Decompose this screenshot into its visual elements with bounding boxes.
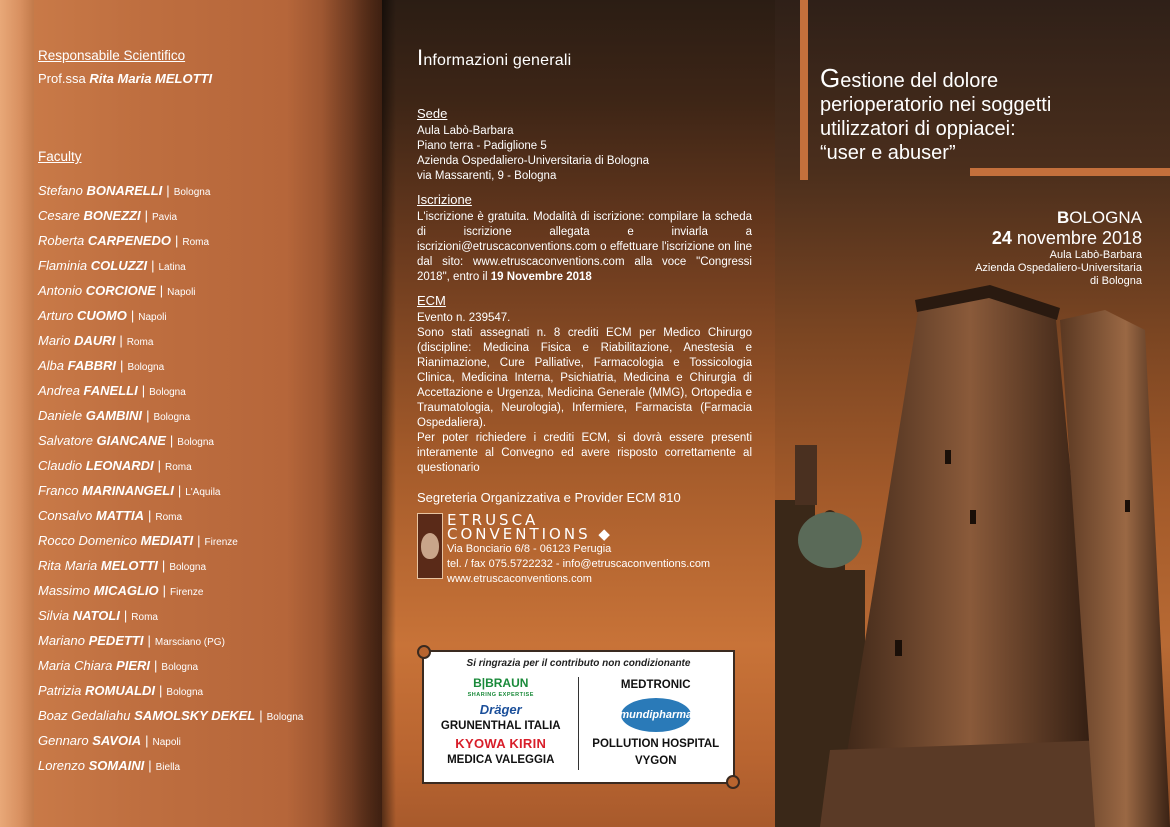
faculty-last: SAVOIA: [92, 733, 142, 748]
faculty-city: Roma: [182, 237, 210, 248]
sede-line: via Massarenti, 9 - Bologna: [417, 170, 557, 182]
faculty-last: MARINANGELI: [82, 483, 174, 498]
ecm-heading: ECM: [417, 293, 446, 308]
faculty-city: Roma: [155, 512, 183, 523]
faculty-last: BONEZZI: [83, 208, 141, 223]
faculty-first: Maria Chiara: [38, 658, 113, 673]
faculty-item: Stefano BONARELLI | Bologna: [38, 183, 211, 198]
event-info: [975, 208, 1142, 288]
info-title: [417, 45, 752, 71]
left-panel: [0, 0, 382, 827]
faculty-last: CUOMO: [77, 308, 127, 323]
faculty-first: Rita Maria: [38, 558, 98, 573]
sponsor-thanks: Si ringrazia per il contributo non condizionante: [466, 658, 691, 669]
faculty-last: ROMUALDI: [84, 683, 156, 698]
faculty-city: Napoli: [152, 737, 181, 748]
accent-horizontal-bar: [970, 168, 1170, 176]
faculty-city: Latina: [158, 262, 186, 273]
faculty-first: Flaminia: [38, 258, 88, 273]
faculty-item: Patrizia ROMUALDI | Bologna: [38, 683, 204, 698]
title-line-text: estione del dolore: [840, 70, 999, 92]
faculty-city: Bologna: [149, 387, 186, 398]
etrusca-block: [417, 513, 752, 586]
info-title-initial: I: [417, 45, 424, 70]
city-initial: B: [1056, 208, 1070, 227]
faculty-last: FABBRI: [67, 358, 117, 373]
faculty-first: Franco: [38, 483, 79, 498]
faculty-item: Daniele GAMBINI | Bologna: [38, 408, 191, 423]
faculty-city: Firenze: [170, 587, 204, 598]
faculty-first: Cesare: [38, 208, 80, 223]
faculty-last: MICAGLIO: [93, 583, 159, 598]
title-line-2: perioperatorio nei soggetti: [820, 94, 1052, 116]
sponsor-box: [422, 650, 735, 784]
faculty-first: Andrea: [38, 383, 80, 398]
towers-illustration: [775, 270, 1170, 827]
faculty-list: [38, 178, 368, 778]
sponsor-col-right: [579, 677, 734, 770]
faculty-city: Napoli: [167, 287, 196, 298]
etrusca-logo-icon: [417, 513, 443, 579]
faculty-city: Bologna: [173, 187, 211, 198]
segreteria-heading: Segreteria Organizzativa e Provider ECM 810: [417, 490, 681, 505]
ecm-event: Evento n. 239547.: [417, 312, 511, 324]
faculty-last: PIERI: [116, 658, 151, 673]
faculty-item: Massimo MICAGLIO | Firenze: [38, 583, 204, 598]
faculty-item: Salvatore GIANCANE | Bologna: [38, 433, 214, 448]
sede-line: Aula Labò-Barbara: [417, 125, 514, 137]
venue-line: Aula Labò-Barbara: [1049, 249, 1142, 261]
faculty-city: Firenze: [204, 537, 238, 548]
faculty-first: Mario: [38, 333, 71, 348]
faculty-last: CORCIONE: [85, 283, 156, 298]
faculty-item: Mariano PEDETTI | Marsciano (PG): [38, 633, 225, 648]
faculty-first: Mariano: [38, 633, 85, 648]
middle-fold-shadow: [382, 0, 396, 827]
faculty-first: Salvatore: [38, 433, 93, 448]
faculty-item: Mario DAURI | Roma: [38, 333, 154, 348]
faculty-item: Rita Maria MELOTTI | Bologna: [38, 558, 207, 573]
date-day: 24: [991, 228, 1012, 248]
bell-tower: [795, 445, 817, 505]
faculty-first: Rocco Domenico: [38, 533, 137, 548]
faculty-first: Arturo: [38, 308, 74, 323]
faculty-city: Bologna: [177, 437, 214, 448]
sponsor-pollution: POLLUTION HOSPITAL: [592, 738, 720, 750]
faculty-last: MEDIATI: [140, 533, 194, 548]
sede-line: Piano terra - Padiglione 5: [417, 140, 547, 152]
left-edge-strip: [0, 0, 34, 827]
faculty-item: Cesare BONEZZI | Pavia: [38, 208, 178, 223]
faculty-city: Bologna: [161, 662, 199, 673]
sponsor-vygon: VYGON: [634, 755, 677, 767]
mundipharma-logo: mundipharma: [621, 698, 691, 732]
faculty-first: Lorenzo: [38, 758, 85, 773]
etrusca-web: www.etruscaconventions.com: [447, 573, 592, 585]
responsabile-prefix: Prof.ssa: [38, 71, 86, 86]
faculty-last: PEDETTI: [88, 633, 144, 648]
middle-content: [417, 45, 752, 586]
iscrizione-heading: Iscrizione: [417, 192, 472, 207]
info-title-rest: nformazioni generali: [423, 52, 572, 69]
faculty-city: Roma: [131, 612, 158, 623]
tower-window: [970, 510, 976, 524]
faculty-city: Bologna: [127, 362, 165, 373]
venue-line: di Bologna: [1090, 275, 1142, 287]
faculty-first: Boaz Gedaliahu: [38, 708, 131, 723]
ecm-text-1: Sono stati assegnati n. 8 crediti ECM per Medico Chirurgo (discipline: Medicina Fisica e Riabilitazione, Anestesia e Rianimazione, Cure Palliative, Farmacologia e Tossicologia Clinica, Medicina Interna, Psichiatria, Medicina e Chirurgia di Accettazione e Urgenza, Medicina Generale (MMG), Ortopedia e Traumatologia, Neurologia), Infermiere, Farmacista (Farmacia Ospedaliera).: [417, 327, 752, 429]
faculty-first: Consalvo: [38, 508, 93, 523]
etrusca-face-icon: [421, 533, 439, 559]
responsabile-fullname: Rita Maria MELOTTI: [89, 71, 213, 86]
sede-section: [417, 106, 752, 184]
event-city: [975, 208, 1142, 228]
sponsor-medtronic: MEDTRONIC: [620, 679, 691, 691]
sponsor-grunenthal: GRUNENTHAL ITALIA: [440, 720, 561, 732]
faculty-last: SOMAINI: [88, 758, 145, 773]
sponsor-braun: [424, 677, 578, 701]
right-panel: [775, 0, 1170, 827]
faculty-last: BONARELLI: [86, 183, 163, 198]
tower-window: [945, 450, 951, 464]
faculty-first: Stefano: [38, 183, 83, 198]
faculty-city: Bologna: [266, 712, 304, 723]
etrusca-address: Via Bonciario 6/8 - 06123 Perugia: [447, 543, 612, 555]
braun-tagline: SHARING EXPERTISE: [467, 692, 534, 698]
accent-vertical-bar: [800, 0, 808, 180]
faculty-item: Flaminia COLUZZI | Latina: [38, 258, 186, 273]
iscrizione-body: L'iscrizione è gratuita. Modalità di iscrizione: compilare la scheda di iscrizione allegata e inviarla a iscrizioni@etruscaconventions.com o effettuare l'iscrizione on line dal sito: www.etruscaconventions.com alla voce "Congressi 2018", entro il: [417, 211, 752, 283]
sede-heading: Sede: [417, 106, 448, 121]
faculty-first: Roberta: [38, 233, 85, 248]
faculty-last: NATOLI: [72, 608, 120, 623]
etrusca-brand-1: ETRUSCA: [447, 511, 539, 529]
title-line-1: [820, 63, 1160, 93]
faculty-last: DAURI: [74, 333, 116, 348]
left-content: [38, 48, 368, 778]
sponsor-kyowa: KYOWA KIRIN: [455, 736, 547, 751]
faculty-city: Bologna: [153, 412, 191, 423]
responsabile-name: [38, 71, 368, 86]
title-line-4: “user e abuser”: [820, 142, 956, 164]
sponsor-columns: [424, 677, 733, 770]
faculty-city: Marsciano (PG): [154, 637, 225, 648]
title-initial: G: [820, 63, 841, 93]
city-rest: OLOGNA: [1069, 208, 1142, 227]
title-line-3: utilizzatori di oppiacei:: [820, 118, 1016, 140]
tower-window: [1125, 500, 1130, 512]
faculty-city: Napoli: [138, 312, 167, 323]
faculty-item: Boaz Gedaliahu SAMOLSKY DEKEL | Bologna: [38, 708, 304, 723]
faculty-first: Antonio: [38, 283, 83, 298]
faculty-first: Silvia: [38, 608, 70, 623]
iscrizione-text: [417, 210, 752, 285]
tower-window: [895, 640, 902, 656]
faculty-city: Bologna: [166, 687, 204, 698]
sponsor-col-left: [424, 677, 579, 770]
faculty-item: Franco MARINANGELI | L'Aquila: [38, 483, 221, 498]
faculty-first: Gennaro: [38, 733, 89, 748]
faculty-city: Pavia: [152, 212, 178, 223]
faculty-item: Claudio LEONARDI | Roma: [38, 458, 192, 473]
etrusca-brand-2: CONVENTIONS ◆: [447, 525, 613, 543]
faculty-last: LEONARDI: [85, 458, 154, 473]
faculty-city: Bologna: [169, 562, 207, 573]
faculty-item: Rocco Domenico MEDIATI | Firenze: [38, 533, 238, 548]
event-date: [975, 228, 1142, 249]
faculty-item: Maria Chiara PIERI | Bologna: [38, 658, 199, 673]
sede-line: Azienda Ospedaliero-Universitaria di Bologna: [417, 155, 650, 167]
faculty-last: MATTIA: [95, 508, 144, 523]
responsabile-heading: Responsabile Scientifico: [38, 48, 186, 63]
faculty-item: Arturo CUOMO | Napoli: [38, 308, 167, 323]
faculty-item: Gennaro SAVOIA | Napoli: [38, 733, 181, 748]
faculty-last: COLUZZI: [90, 258, 148, 273]
venue-line: Azienda Ospedaliero-Universitaria: [975, 262, 1142, 274]
faculty-last: FANELLI: [83, 383, 138, 398]
ecm-text-2: Per poter richiedere i crediti ECM, si dovrà essere presenti interamente al Convegno ed avere risposto correttamente al questionario: [417, 432, 752, 474]
faculty-last: CARPENEDO: [87, 233, 171, 248]
iscrizione-deadline: 19 Novembre 2018: [490, 271, 592, 283]
middle-panel: [382, 0, 775, 827]
faculty-first: Claudio: [38, 458, 83, 473]
faculty-item: Consalvo MATTIA | Roma: [38, 508, 183, 523]
sponsor-drager: Dräger: [479, 702, 522, 717]
sponsor-medica: MEDICA VALEGGIA: [447, 754, 555, 766]
faculty-city: Roma: [126, 337, 154, 348]
iscrizione-section: [417, 192, 752, 285]
etrusca-tel: tel. / fax 075.5722232 - info@etruscaconventions.com: [447, 558, 711, 570]
faculty-last: MELOTTI: [100, 558, 158, 573]
faculty-city: L'Aquila: [185, 487, 221, 498]
faculty-city: Roma: [165, 462, 192, 473]
event-title: [820, 63, 1160, 165]
faculty-first: Alba: [38, 358, 65, 373]
faculty-first: Patrizia: [38, 683, 82, 698]
faculty-item: Silvia NATOLI | Roma: [38, 608, 158, 623]
faculty-city: Biella: [155, 762, 181, 773]
faculty-heading: Faculty: [38, 149, 82, 164]
braun-logo-text: B|BRAUN: [473, 676, 529, 690]
church-dome: [798, 512, 862, 568]
faculty-last: GIANCANE: [96, 433, 166, 448]
faculty-first: Daniele: [38, 408, 83, 423]
faculty-last: SAMOLSKY DEKEL: [134, 708, 256, 723]
faculty-item: Antonio CORCIONE | Napoli: [38, 283, 196, 298]
faculty-item: Lorenzo SOMAINI | Biella: [38, 758, 181, 773]
faculty-item: Alba FABBRI | Bologna: [38, 358, 165, 373]
tower-base: [820, 740, 1120, 827]
faculty-item: Roberta CARPENEDO | Roma: [38, 233, 210, 248]
faculty-first: Massimo: [38, 583, 91, 598]
date-rest: novembre 2018: [1016, 228, 1142, 248]
faculty-item: Andrea FANELLI | Bologna: [38, 383, 186, 398]
faculty-last: GAMBINI: [85, 408, 143, 423]
ecm-section: [417, 293, 752, 476]
